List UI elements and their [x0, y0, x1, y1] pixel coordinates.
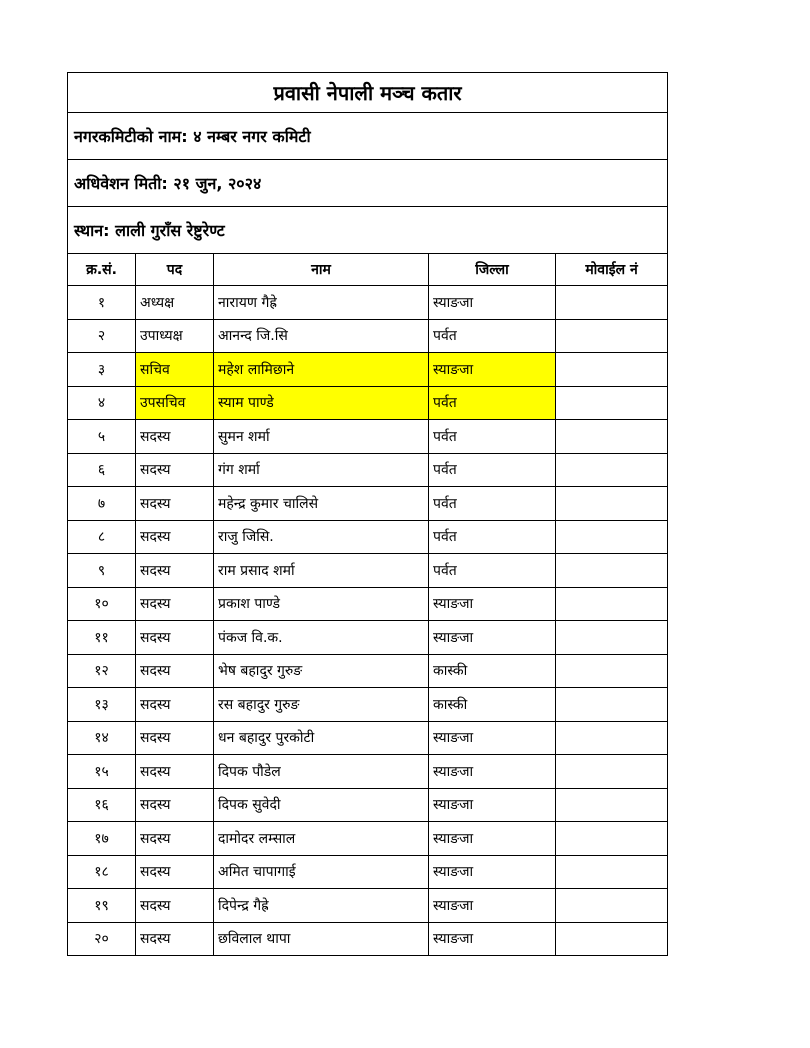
- cell-name: रस बहादुर गुरुङ: [214, 688, 429, 722]
- cell-post: अध्यक्ष: [136, 286, 214, 320]
- cell-district: स्याङजा: [429, 755, 556, 789]
- cell-name: महेन्द्र कुमार चालिसे: [214, 487, 429, 521]
- cell-mobile: [556, 688, 668, 722]
- cell-sn: १: [68, 286, 136, 320]
- cell-mobile: [556, 755, 668, 789]
- cell-name: राजु जिसि.: [214, 520, 429, 554]
- cell-sn: २०: [68, 922, 136, 956]
- cell-post: सदस्य: [136, 420, 214, 454]
- cell-post: उपाध्यक्ष: [136, 319, 214, 353]
- column-header-mobile: मोवाईल नं: [556, 254, 668, 286]
- cell-mobile: [556, 587, 668, 621]
- cell-sn: १७: [68, 822, 136, 856]
- cell-district: स्याङजा: [429, 922, 556, 956]
- cell-post: सदस्य: [136, 453, 214, 487]
- cell-sn: २: [68, 319, 136, 353]
- convention-date-row: [68, 160, 668, 207]
- cell-name: आनन्द जि.सि: [214, 319, 429, 353]
- table-row: [68, 353, 668, 387]
- cell-district: स्याङजा: [429, 286, 556, 320]
- cell-mobile: [556, 654, 668, 688]
- cell-mobile: [556, 554, 668, 588]
- cell-district: पर्वत: [429, 386, 556, 420]
- cell-district: स्याङजा: [429, 721, 556, 755]
- cell-post: सदस्य: [136, 487, 214, 521]
- cell-post: सदस्य: [136, 755, 214, 789]
- cell-post: सदस्य: [136, 688, 214, 722]
- table-row: [68, 889, 668, 923]
- cell-mobile: [556, 822, 668, 856]
- cell-sn: १६: [68, 788, 136, 822]
- table-row: [68, 855, 668, 889]
- cell-name: अमित चापागाई: [214, 855, 429, 889]
- table-row: [68, 755, 668, 789]
- cell-sn: ७: [68, 487, 136, 521]
- cell-district: पर्वत: [429, 453, 556, 487]
- cell-sn: १३: [68, 688, 136, 722]
- cell-name: प्रकाश पाण्डे: [214, 587, 429, 621]
- cell-post: सदस्य: [136, 822, 214, 856]
- cell-post: सदस्य: [136, 554, 214, 588]
- cell-name: धन बहादुर पुरकोटी: [214, 721, 429, 755]
- cell-mobile: [556, 788, 668, 822]
- cell-name: गंग शर्मा: [214, 453, 429, 487]
- cell-mobile: [556, 286, 668, 320]
- cell-mobile: [556, 520, 668, 554]
- cell-mobile: [556, 855, 668, 889]
- cell-mobile: [556, 386, 668, 420]
- table-row: [68, 286, 668, 320]
- cell-district: पर्वत: [429, 319, 556, 353]
- convention-date: अधिवेशन मिती: २१ जुन, २०२४: [68, 160, 668, 207]
- table-row: [68, 319, 668, 353]
- cell-post: सदस्य: [136, 721, 214, 755]
- cell-district: स्याङजा: [429, 889, 556, 923]
- cell-name: दिपेन्द्र गैह्रे: [214, 889, 429, 923]
- cell-post: सदस्य: [136, 889, 214, 923]
- cell-mobile: [556, 487, 668, 521]
- cell-district: पर्वत: [429, 554, 556, 588]
- cell-post: सदस्य: [136, 855, 214, 889]
- table-row: [68, 520, 668, 554]
- cell-post: सचिव: [136, 353, 214, 387]
- cell-mobile: [556, 721, 668, 755]
- cell-mobile: [556, 420, 668, 454]
- table-row: [68, 688, 668, 722]
- cell-sn: ३: [68, 353, 136, 387]
- table-row: [68, 922, 668, 956]
- title-row: [68, 73, 668, 113]
- table-row: [68, 721, 668, 755]
- cell-name: स्याम पाण्डे: [214, 386, 429, 420]
- cell-post: सदस्य: [136, 654, 214, 688]
- cell-district: स्याङजा: [429, 587, 556, 621]
- cell-post: सदस्य: [136, 520, 214, 554]
- cell-post: सदस्य: [136, 788, 214, 822]
- table-row: [68, 554, 668, 588]
- table-row: [68, 654, 668, 688]
- cell-name: दिपक सुवेदी: [214, 788, 429, 822]
- cell-name: छविलाल थापा: [214, 922, 429, 956]
- cell-sn: ९: [68, 554, 136, 588]
- cell-sn: १२: [68, 654, 136, 688]
- cell-sn: ५: [68, 420, 136, 454]
- cell-sn: १०: [68, 587, 136, 621]
- cell-district: स्याङजा: [429, 855, 556, 889]
- table-row: [68, 453, 668, 487]
- cell-mobile: [556, 889, 668, 923]
- venue: स्थान: लाली गुराँस रेष्टुरेण्ट: [68, 207, 668, 254]
- column-header-sn: क्र.सं.: [68, 254, 136, 286]
- cell-sn: ६: [68, 453, 136, 487]
- cell-sn: १८: [68, 855, 136, 889]
- page-title: प्रवासी नेपाली मञ्च कतार: [68, 73, 668, 113]
- cell-name: दामोदर लम्साल: [214, 822, 429, 856]
- cell-name: नारायण गैह्रे: [214, 286, 429, 320]
- cell-post: उपसचिव: [136, 386, 214, 420]
- cell-name: सुमन शर्मा: [214, 420, 429, 454]
- cell-sn: ८: [68, 520, 136, 554]
- cell-district: कास्की: [429, 654, 556, 688]
- table-row: [68, 420, 668, 454]
- cell-mobile: [556, 319, 668, 353]
- table-row: [68, 487, 668, 521]
- cell-post: सदस्य: [136, 922, 214, 956]
- cell-mobile: [556, 621, 668, 655]
- venue-row: [68, 207, 668, 254]
- table-row: [68, 587, 668, 621]
- table-row: [68, 621, 668, 655]
- cell-name: महेश लामिछाने: [214, 353, 429, 387]
- cell-post: सदस्य: [136, 621, 214, 655]
- column-header-row: [68, 254, 668, 286]
- cell-sn: १९: [68, 889, 136, 923]
- cell-name: पंकज वि.क.: [214, 621, 429, 655]
- cell-sn: ४: [68, 386, 136, 420]
- committee-name: नगरकमिटीको नाम: ४ नम्बर नगर कमिटी: [68, 113, 668, 160]
- table-row: [68, 386, 668, 420]
- cell-sn: ११: [68, 621, 136, 655]
- cell-post: सदस्य: [136, 587, 214, 621]
- cell-district: स्याङजा: [429, 621, 556, 655]
- cell-name: राम प्रसाद शर्मा: [214, 554, 429, 588]
- cell-mobile: [556, 353, 668, 387]
- cell-mobile: [556, 922, 668, 956]
- cell-sn: १४: [68, 721, 136, 755]
- cell-district: स्याङजा: [429, 788, 556, 822]
- column-header-post: पद: [136, 254, 214, 286]
- committee-table: [67, 72, 668, 956]
- table-row: [68, 788, 668, 822]
- cell-district: पर्वत: [429, 487, 556, 521]
- cell-sn: १५: [68, 755, 136, 789]
- cell-district: कास्की: [429, 688, 556, 722]
- column-header-district: जिल्ला: [429, 254, 556, 286]
- table-row: [68, 822, 668, 856]
- cell-district: स्याङजा: [429, 822, 556, 856]
- cell-district: पर्वत: [429, 520, 556, 554]
- cell-district: पर्वत: [429, 420, 556, 454]
- committee-name-row: [68, 113, 668, 160]
- cell-mobile: [556, 453, 668, 487]
- column-header-name: नाम: [214, 254, 429, 286]
- cell-name: दिपक पौडेल: [214, 755, 429, 789]
- cell-district: स्याङजा: [429, 353, 556, 387]
- cell-name: भेष बहादुर गुरुङ: [214, 654, 429, 688]
